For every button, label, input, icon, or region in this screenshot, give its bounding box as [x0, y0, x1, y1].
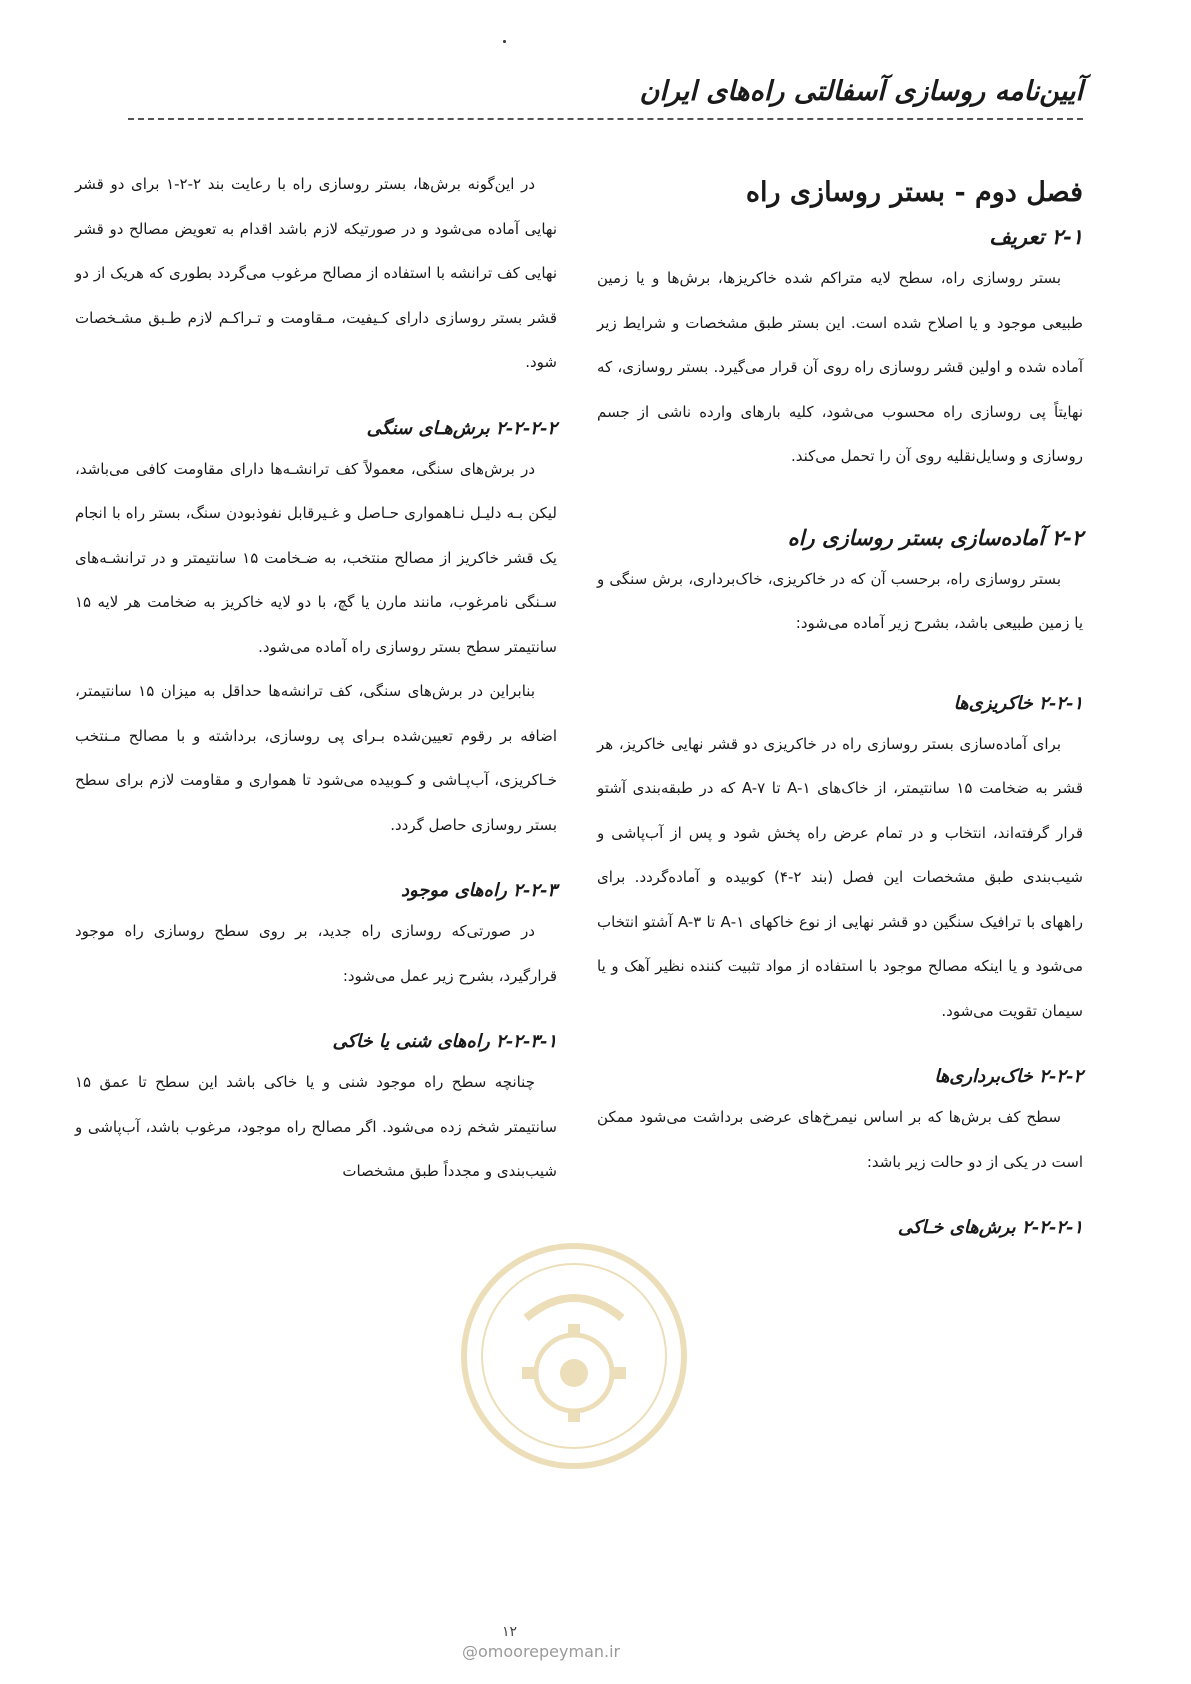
section-2-2-3-1-paragraph: چنانچه سطح راه موجود شنی و یا خاکی باشد این سطح تا عمق ۱۵ سانتیمتر شخم زده می‌شود. اگر مصالح راه موجود، مرغوب باشد، آب‌پاشی و شیب‌بندی و مجدداً طبق مشخصات: [75, 1073, 557, 1180]
section-heading-2-1: ۲-۱ تعریف: [989, 224, 1083, 249]
section-heading-2-2-3-1: ۲-۲-۳-۱ راه‌های شنی یا خاکی: [332, 1031, 557, 1052]
left-column: [75, 162, 557, 1194]
section-2-2-paragraph: بستر روسازی راه، برحسب آن که در خاکریزی، خاک‌برداری، برش سنگی و یا زمین طبیعی باشد، بشرح زیر آماده می‌شود:: [597, 569, 1083, 632]
chapter-title: فصل دوم - بستر روسازی راه: [745, 177, 1083, 208]
page-number: ۱۲: [502, 1624, 518, 1640]
section-2-2-2-2-paragraph-2: بنابراین در برش‌های سنگی، کف ترانشه‌ها حداقل به میزان ۱۵ سانتیمتر، اضافه بر رقوم تعیین‌شده بـرای پی روسازی، برداشته و با مصالح مـنتخب خـاکریزی، آب‌پـاشی و کـوبیده می‌شود تا همواری و مقاومت لازم برای سطح بستر روسازی حاصل گردد.: [75, 682, 557, 834]
running-header-title: آیین‌نامه روسازی آسفالتی راه‌های ایران: [639, 76, 1083, 107]
section-heading-2-2-3: ۲-۲-۳ راه‌های موجود: [400, 880, 557, 901]
section-heading-2-2-2-1: ۲-۲-۲-۱ برش‌های خـاکی: [897, 1217, 1083, 1238]
section-heading-2-2-2: ۲-۲-۲ خاک‌برداری‌ها: [934, 1066, 1083, 1087]
section-2-1-paragraph: بستر روسازی راه، سطح لایه متراکم شده خاکریزها، برش‌ها و یا زمین طبیعی موجود و یا اصلاح شده است. این بستر طبق مشخصات و شرایط زیر آماده شده و اولین قشر روسازی راه روی آن قرار می‌گیرد. بستر روسازی، که نهایتاً پی روسازی راه محسوب می‌شود، کلیه بارهای وارده ناشی از جسم روسازی و وسایل‌نقلیه روی آن را تحمل می‌کند.: [597, 269, 1083, 465]
right-column: [597, 162, 1083, 1246]
section-2-2-2-paragraph: سطح کف برش‌ها که بر اساس نیمرخ‌های عرضی برداشت می‌شود ممکن است در یکی از دو حالت زیر باشد:: [597, 1108, 1083, 1171]
section-heading-2-2: ۲-۲ آماده‌سازی بستر روسازی راه: [787, 524, 1083, 550]
scan-speck: [503, 40, 506, 43]
continued-paragraph: در این‌گونه برش‌ها، بستر روسازی راه با رعایت بند ۲-۲-۱ برای دو قشر نهایی آماده می‌شود و در صورتیکه لازم باشد اقدام به تعویض مصالح دو قشر نهایی کف ترانشه با استفاده از مصالح مرغوب می‌گردد بطوری که هریک از دو قشر بستر روسازی دارای کـیفیت، مـقاومت و تـراکـم لازم طـبق مشـخصات شود.: [75, 175, 557, 371]
section-2-2-3-paragraph: در صورتی‌که روسازی راه جدید، بر روی سطح روسازی راه موجود قرارگیرد، بشرح زیر عمل می‌شود:: [75, 922, 557, 985]
section-2-2-2-2-paragraph-1: در برش‌های سنگی، معمولاً کف ترانشـه‌ها دارای مقاومت کافی می‌باشد، لیکن بـه دلیـل نـاهمواری حـاصل و غـیرقابل نفوذبودن سنگ، بستر راه با انجام یک قشر خاکریز از مصالح منتخب، به ضـخامت ۱۵ سانتیمتر و در ترانشـه‌های سـنگی نامرغوب، مانند مارن یا گچ، با دو لایه خاکریز به ضخامت هر لایه ۱۵ سانتیمتر سطح بستر روسازی راه آماده می‌شود.: [75, 459, 557, 656]
website-watermark: @omoorepeyman.ir: [462, 1642, 621, 1661]
section-heading-2-2-1: ۲-۲-۱ خاکریزی‌ها: [953, 692, 1083, 714]
section-heading-2-2-2-2: ۲-۲-۲-۲ برش‌هـای سنگی: [366, 417, 557, 439]
watermark-seal-icon: [456, 1238, 692, 1474]
header-divider: [128, 118, 1083, 120]
section-2-2-1-paragraph: برای آماده‌سازی بستر روسازی راه در خاکریزی دو قشر نهایی خاکریز، هر قشر به ضخامت ۱۵ سانتیمتر، از خاک‌های A-۱ تا A-۷ که در طبقه‌بندی آشتو قرار گرفته‌اند، انتخاب و در تمام عرض راه پخش شود و پس از آب‌پاشی و شیب‌بندی طبق مشخصات این فصل (بند ۲-۴) کوبیده و آماده‌گردد. برای راههای با ترافیک سنگین دو قشر نهایی از نوع خاکهای ۱-A تا A-۳ آشتو انتخاب می‌شود و یا اینکه مصالح موجود با استفاده از مواد تثبیت کننده نظیر آهک و یا سیمان تقویت می‌شود.: [597, 734, 1084, 1020]
